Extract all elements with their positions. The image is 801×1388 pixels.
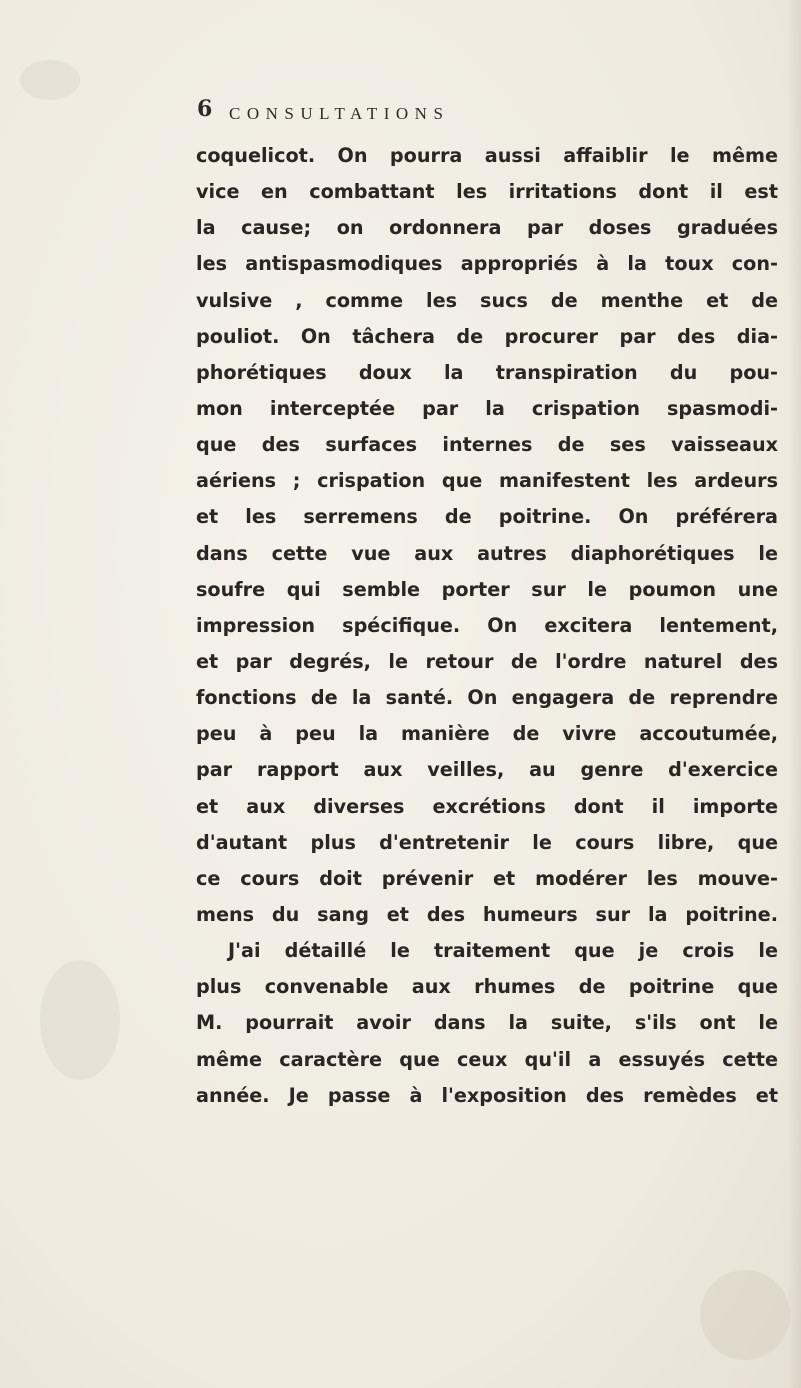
text-line: la cause; on ordonnera par doses graduées xyxy=(196,216,778,240)
paper-stain xyxy=(700,1270,790,1360)
text-line: ce cours doit prévenir et modérer les mouve- xyxy=(196,866,778,890)
text-line: les antispasmodiques appropriés à la toux con- xyxy=(196,252,778,276)
text-line: et par degrés, le retour de l'ordre naturel des xyxy=(196,649,778,673)
text-line: soufre qui semble porter sur le poumon une xyxy=(196,577,778,601)
text-line: que des surfaces internes de ses vaisseaux xyxy=(196,433,778,457)
page-header xyxy=(197,98,617,128)
text-line: mon interceptée par la crispation spasmodi- xyxy=(196,396,778,420)
text-line: peu à peu la manière de vivre accoutumée, xyxy=(196,722,778,746)
text-line: par rapport aux veilles, au genre d'exercice xyxy=(196,758,778,782)
text-line: pouliot. On tâchera de procurer par des dia- xyxy=(196,324,778,348)
text-line: impression spécifique. On excitera lentement, xyxy=(196,613,778,637)
text-line: J'ai détaillé le traitement que je crois le xyxy=(228,939,778,963)
running-head: CONSULTATIONS xyxy=(229,104,450,123)
text-line: année. Je passe à l'exposition des remèdes et xyxy=(196,1083,778,1107)
paper-stain xyxy=(40,960,120,1080)
page-edge-shadow xyxy=(787,0,801,1388)
text-line: mens du sang et des humeurs sur la poitrine. xyxy=(196,902,778,926)
text-line: M. pourrait avoir dans la suite, s'ils ont le xyxy=(196,1011,778,1035)
text-line: d'autant plus d'entretenir le cours libre, que xyxy=(196,830,778,854)
text-line: aériens ; crispation que manifestent les ardeurs xyxy=(196,469,778,493)
text-line: vice en combattant les irritations dont il est xyxy=(196,180,778,204)
text-line: et les serremens de poitrine. On préférera xyxy=(196,505,778,529)
text-line: coquelicot. On pourra aussi affaiblir le même xyxy=(196,144,778,167)
text-line: vulsive , comme les sucs de menthe et de xyxy=(196,288,778,312)
body-text xyxy=(196,138,778,1114)
paper-stain xyxy=(20,60,80,100)
text-line: et aux diverses excrétions dont il importe xyxy=(196,794,778,818)
page-number: 6 xyxy=(197,96,213,122)
text-line: phorétiques doux la transpiration du pou- xyxy=(196,360,778,384)
text-line: fonctions de la santé. On engagera de reprendre xyxy=(196,686,778,710)
text-line: dans cette vue aux autres diaphorétiques le xyxy=(196,541,778,565)
text-line: même caractère que ceux qu'il a essuyés cette xyxy=(196,1047,778,1071)
text-line: plus convenable aux rhumes de poitrine que xyxy=(196,975,778,999)
